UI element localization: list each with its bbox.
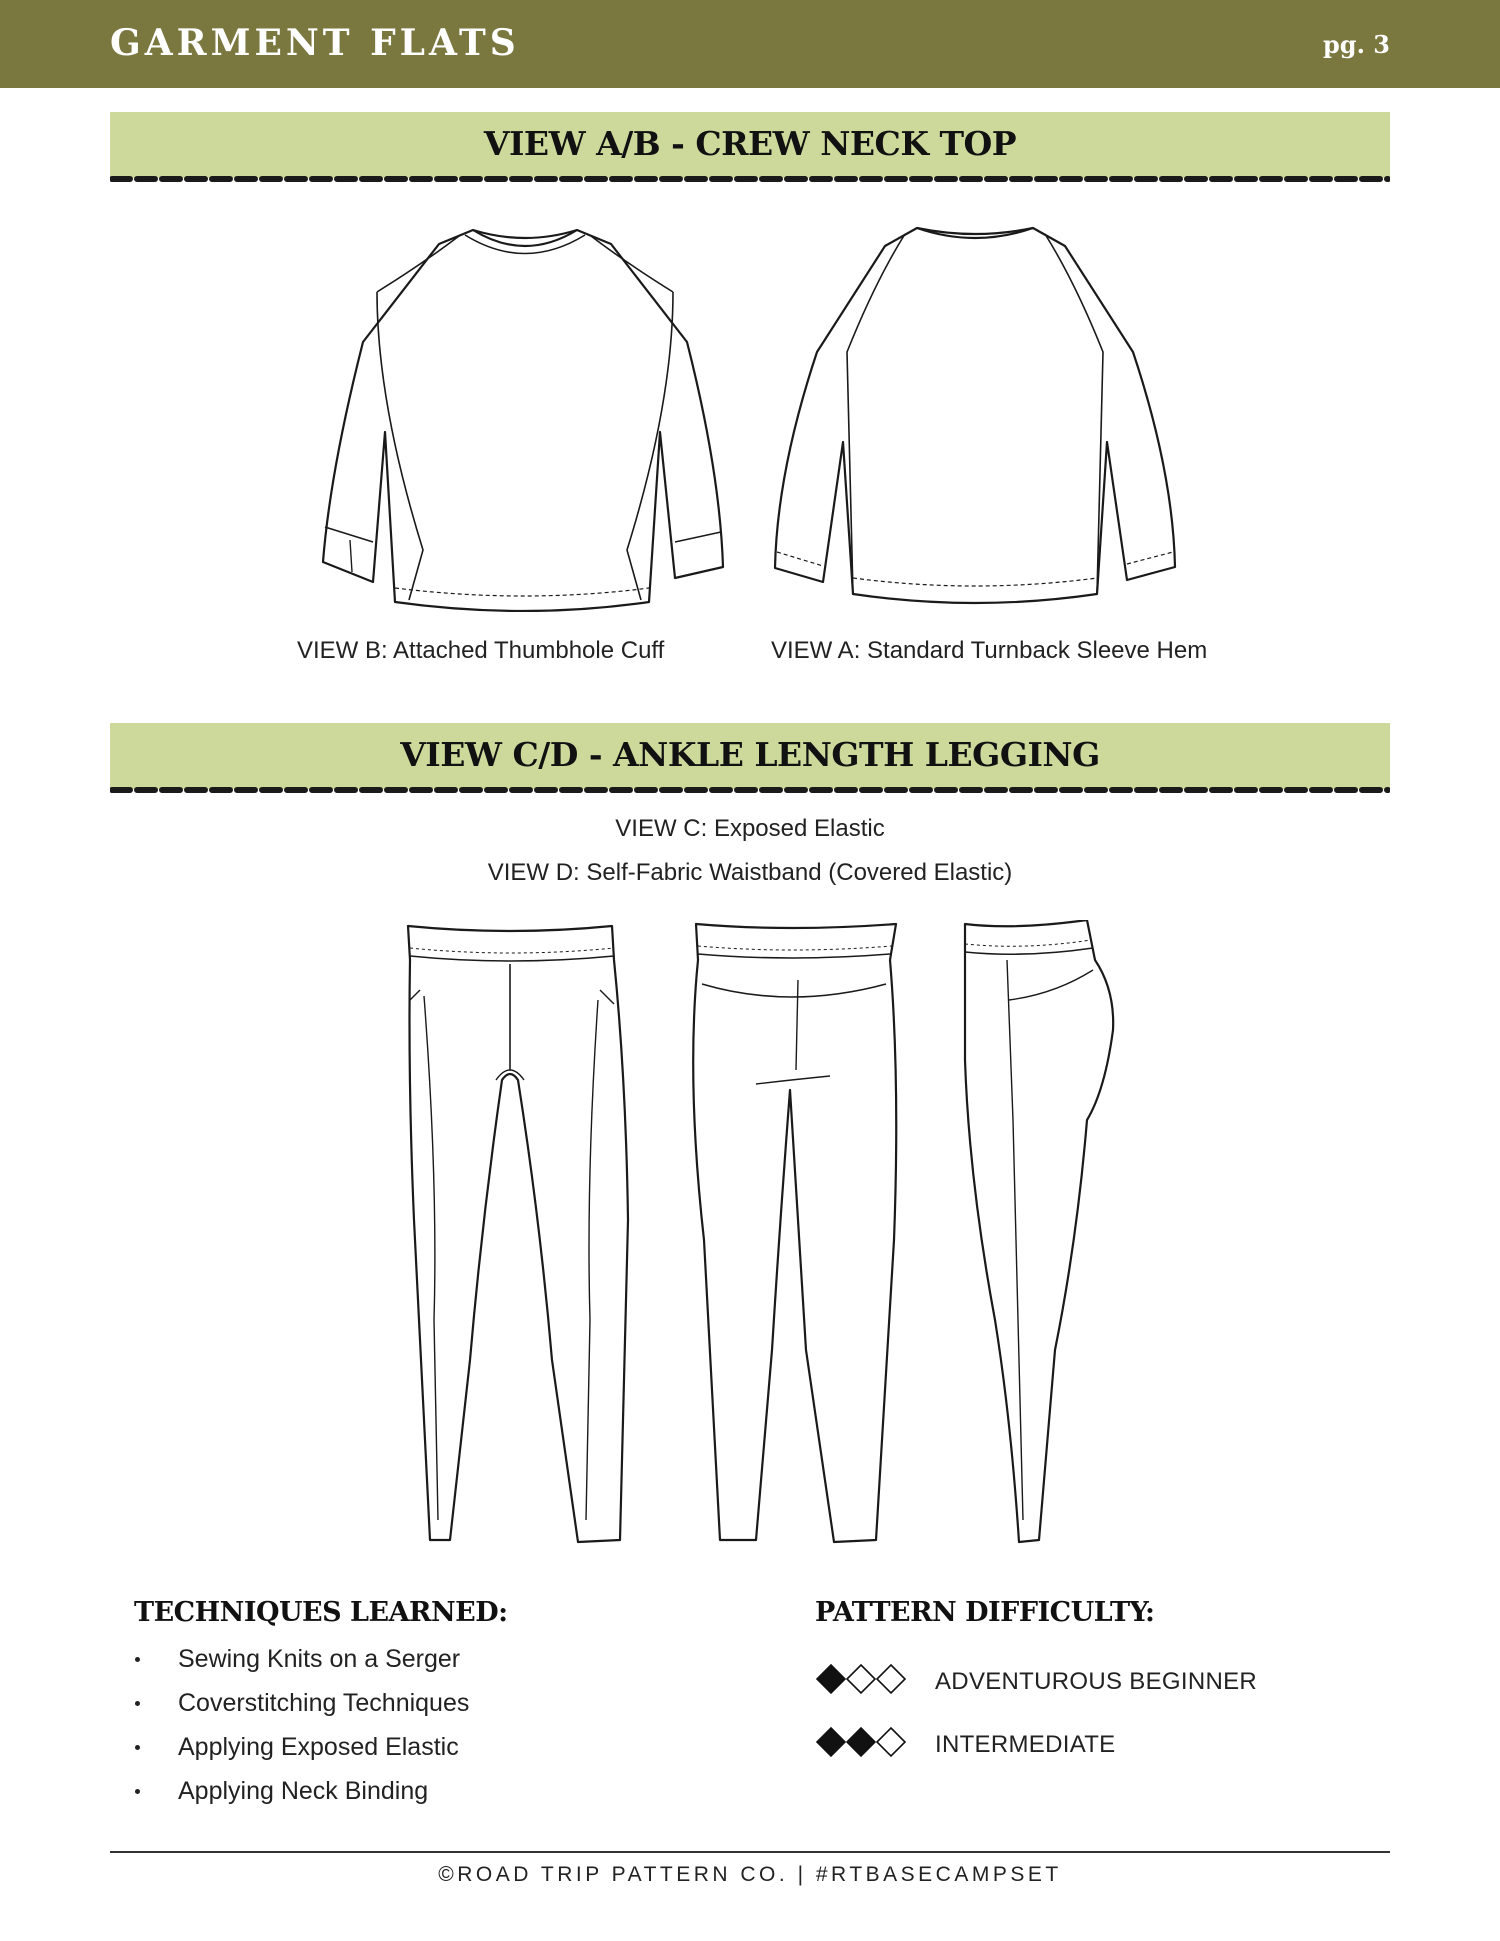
difficulty-label: ADVENTUROUS BEGINNER [935,1668,1258,1695]
caption-view-c: VIEW C: Exposed Elastic [615,815,885,842]
empty-diamond-icon [877,1665,905,1693]
page-number: pg. 3 [1323,30,1390,59]
stitch-divider-top [110,174,1390,184]
stitch-divider-bottom [110,785,1390,795]
legging-front-flat [400,920,630,1550]
techniques-list [130,1637,469,1813]
crew-neck-top-front-flat [315,222,735,612]
section-heading-bottom-label: VIEW C/D - ANKLE LENGTH LEGGING [400,735,1100,774]
legging-side-flat [955,920,1125,1550]
techniques-heading: TECHNIQUES LEARNED: [134,1597,508,1628]
filled-diamond-icon [817,1665,845,1693]
list-item: Sewing Knits on a Serger [130,1637,469,1681]
difficulty-diamonds-icon [815,1725,911,1759]
caption-view-d: VIEW D: Self-Fabric Waistband (Covered Elastic) [487,859,1013,886]
caption-view-a: VIEW A: Standard Turnback Sleeve Hem [771,637,1208,664]
empty-diamond-icon [847,1665,875,1693]
difficulty-row-beginner [815,1662,1415,1702]
page-header [0,0,1500,88]
filled-diamond-icon [817,1728,845,1756]
empty-diamond-icon [877,1728,905,1756]
legging-back-flat [680,920,900,1550]
footer-credit: ©ROAD TRIP PATTERN CO. | #RTBASECAMPSET [438,1863,1062,1886]
difficulty-diamonds-icon [815,1662,911,1696]
list-item: Applying Exposed Elastic [130,1725,469,1769]
section-heading-top [110,112,1390,178]
difficulty-row-intermediate [815,1725,1415,1765]
caption-view-b: VIEW B: Attached Thumbhole Cuff [297,637,665,664]
section-heading-top-label: VIEW A/B - CREW NECK TOP [483,124,1017,163]
difficulty-label: INTERMEDIATE [935,1731,1116,1758]
list-item: Coverstitching Techniques [130,1681,469,1725]
page-title: GARMENT FLATS [110,22,520,64]
crew-neck-top-back-flat [765,222,1185,612]
section-heading-bottom [110,723,1390,789]
filled-diamond-icon [847,1728,875,1756]
footer-divider [110,1851,1390,1853]
difficulty-heading: PATTERN DIFFICULTY: [815,1597,1155,1628]
list-item: Applying Neck Binding [130,1769,469,1813]
